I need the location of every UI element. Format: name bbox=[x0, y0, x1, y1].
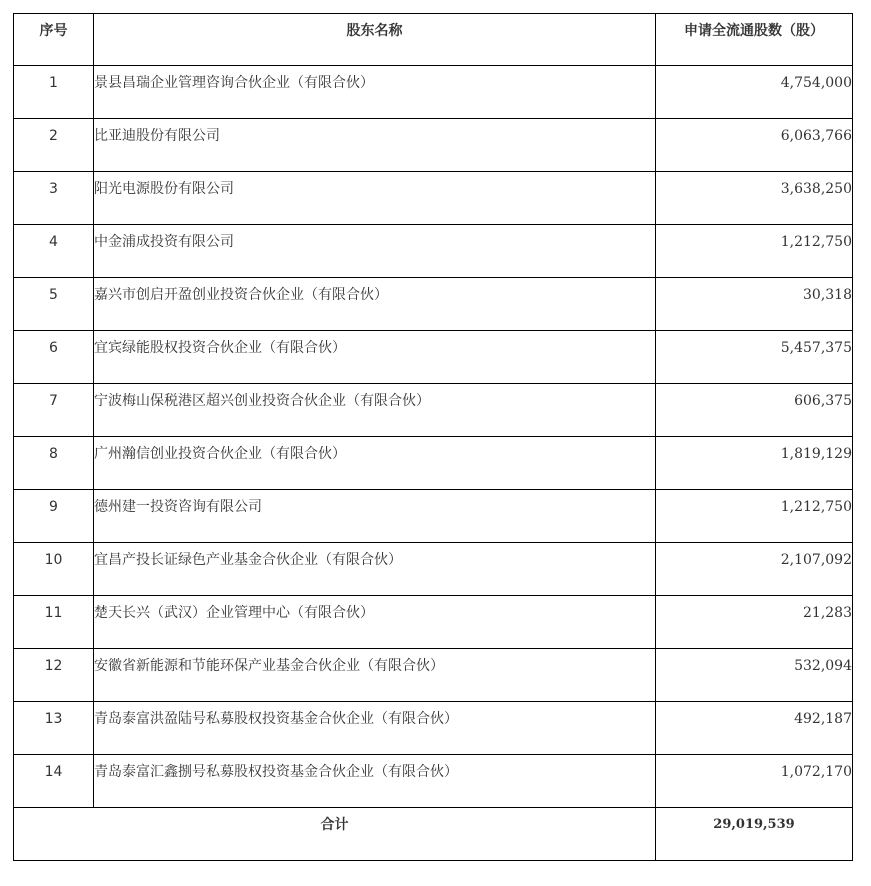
row-shareholder-name: 宜宾绿能股权投资合伙企业（有限合伙） bbox=[94, 331, 656, 384]
shareholder-table bbox=[13, 13, 853, 861]
table-row bbox=[14, 755, 853, 808]
header-shares: 申请全流通股数（股） bbox=[656, 14, 853, 66]
row-index: 8 bbox=[14, 437, 94, 490]
table-row bbox=[14, 384, 853, 437]
row-shareholder-name: 阳光电源股份有限公司 bbox=[94, 172, 656, 225]
row-index: 11 bbox=[14, 596, 94, 649]
row-shares: 492,187 bbox=[656, 702, 853, 755]
row-shares: 606,375 bbox=[656, 384, 853, 437]
row-index: 6 bbox=[14, 331, 94, 384]
table-row bbox=[14, 225, 853, 278]
row-index: 13 bbox=[14, 702, 94, 755]
row-index: 10 bbox=[14, 543, 94, 596]
row-index: 4 bbox=[14, 225, 94, 278]
table-row bbox=[14, 331, 853, 384]
table-row bbox=[14, 437, 853, 490]
row-index: 14 bbox=[14, 755, 94, 808]
header-row bbox=[14, 14, 853, 66]
row-shares: 1,212,750 bbox=[656, 490, 853, 543]
row-shareholder-name: 青岛泰富汇鑫捌号私募股权投资基金合伙企业（有限合伙） bbox=[94, 755, 656, 808]
row-index: 3 bbox=[14, 172, 94, 225]
row-shares: 1,072,170 bbox=[656, 755, 853, 808]
row-shares: 30,318 bbox=[656, 278, 853, 331]
row-shareholder-name: 青岛泰富洪盈陆号私募股权投资基金合伙企业（有限合伙） bbox=[94, 702, 656, 755]
total-row bbox=[14, 808, 853, 861]
table-footer bbox=[14, 808, 853, 861]
row-shareholder-name: 楚天长兴（武汉）企业管理中心（有限合伙） bbox=[94, 596, 656, 649]
row-shareholder-name: 安徽省新能源和节能环保产业基金合伙企业（有限合伙） bbox=[94, 649, 656, 702]
row-shares: 3,638,250 bbox=[656, 172, 853, 225]
table-row bbox=[14, 596, 853, 649]
row-shares: 4,754,000 bbox=[656, 66, 853, 119]
row-shareholder-name: 嘉兴市创启开盈创业投资合伙企业（有限合伙） bbox=[94, 278, 656, 331]
row-index: 2 bbox=[14, 119, 94, 172]
header-shareholder-name: 股东名称 bbox=[94, 14, 656, 66]
table-row bbox=[14, 66, 853, 119]
table-row bbox=[14, 649, 853, 702]
row-shares: 21,283 bbox=[656, 596, 853, 649]
row-index: 1 bbox=[14, 66, 94, 119]
row-shareholder-name: 宁波梅山保税港区超兴创业投资合伙企业（有限合伙） bbox=[94, 384, 656, 437]
row-shareholder-name: 中金浦成投资有限公司 bbox=[94, 225, 656, 278]
row-shares: 6,063,766 bbox=[656, 119, 853, 172]
table-row bbox=[14, 702, 853, 755]
total-shares: 29,019,539 bbox=[656, 808, 853, 861]
table-row bbox=[14, 172, 853, 225]
row-index: 5 bbox=[14, 278, 94, 331]
row-index: 12 bbox=[14, 649, 94, 702]
row-shares: 1,212,750 bbox=[656, 225, 853, 278]
row-shares: 1,819,129 bbox=[656, 437, 853, 490]
row-index: 9 bbox=[14, 490, 94, 543]
table-body bbox=[14, 66, 853, 808]
row-shareholder-name: 德州建一投资咨询有限公司 bbox=[94, 490, 656, 543]
header-index: 序号 bbox=[14, 14, 94, 66]
row-shares: 5,457,375 bbox=[656, 331, 853, 384]
table-row bbox=[14, 490, 853, 543]
table-header bbox=[14, 14, 853, 66]
row-shares: 532,094 bbox=[656, 649, 853, 702]
row-shareholder-name: 广州瀚信创业投资合伙企业（有限合伙） bbox=[94, 437, 656, 490]
row-shareholder-name: 比亚迪股份有限公司 bbox=[94, 119, 656, 172]
row-shareholder-name: 宜昌产投长证绿色产业基金合伙企业（有限合伙） bbox=[94, 543, 656, 596]
table-row bbox=[14, 119, 853, 172]
row-shares: 2,107,092 bbox=[656, 543, 853, 596]
table-row bbox=[14, 278, 853, 331]
table-row bbox=[14, 543, 853, 596]
row-shareholder-name: 景县昌瑞企业管理咨询合伙企业（有限合伙） bbox=[94, 66, 656, 119]
row-index: 7 bbox=[14, 384, 94, 437]
total-label: 合计 bbox=[14, 808, 656, 861]
